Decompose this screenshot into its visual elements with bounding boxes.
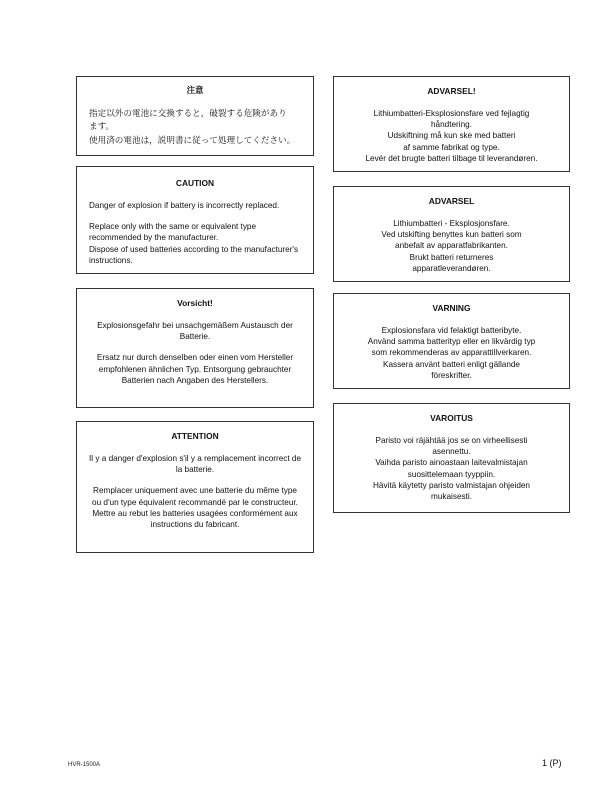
caution-line: föreskrifter. <box>431 370 472 380</box>
caution-paragraph: Explosionsgefahr bei unsachgemäßem Austausch der Batterie. <box>97 320 293 341</box>
caution-line: 使用済の電池は，説明書に従って処理してください。 <box>89 135 296 146</box>
caution-line: Lithiumbatteri-Eksplosionsfare ved fejlagtig <box>373 108 530 118</box>
caution-line: mukaisesti. <box>431 492 472 502</box>
caution-paragraph: Mettre au rebut les batteries usagées conformément aux instructions du fabricant. <box>92 508 298 530</box>
caution-title-english: CAUTION <box>175 178 215 188</box>
caution-box-finnish <box>333 403 570 513</box>
caution-box-japanese <box>76 76 314 156</box>
caution-line: asennettu. <box>432 446 471 456</box>
caution-line: ます。 <box>89 121 115 132</box>
caution-box-swedish <box>333 293 570 389</box>
caution-line: Lithiumbatteri - Eksplosjonsfare. <box>393 218 510 228</box>
caution-line: Använd samma batterityp eller en likvärdig typ <box>367 336 536 346</box>
caution-title-swedish: VARNING <box>432 303 471 313</box>
caution-title-german: Vorsicht! <box>177 298 213 308</box>
caution-box-danish <box>333 76 570 172</box>
caution-line: anbefalt av apparatfabrikanten. <box>395 241 508 251</box>
caution-box-english <box>76 166 314 274</box>
caution-title-japanese: 注意 <box>186 85 204 95</box>
caution-line: Levér det brugte batteri tilbage til leverandøren. <box>365 153 538 163</box>
caution-box-french <box>76 421 314 553</box>
caution-paragraph: Danger of explosion if battery is incorrectly replaced. <box>89 200 280 210</box>
caution-paragraph: Remplacer uniquement avec une batterie du même type ou d'un type équivalent recommandé par le constructeur. <box>92 486 298 507</box>
caution-line: 指定以外の電池に交換すると，破裂する危険があり <box>89 107 287 118</box>
caution-line: Explosionsfara vid felaktigt batteribyte. <box>381 325 522 335</box>
caution-paragraph: Dispose of used batteries according to the manufacturer's instructions. <box>89 244 299 265</box>
caution-line: Brukt batteri returneres <box>409 252 494 262</box>
caution-box-german <box>76 288 314 408</box>
caution-paragraph: Il y a danger d'explosion s'il y a remplacement incorrect de la batterie. <box>89 453 302 474</box>
caution-paragraph: Ersatz nur durch denselben oder einen vom Hersteller empfohlenen ähnlichen Typ. Entsorgung gebrauchter Batterien nach Angaben des Herstellers. <box>96 353 294 385</box>
caution-title-french: ATTENTION <box>171 431 219 441</box>
caution-line: apparatleverandøren. <box>412 263 491 273</box>
caution-line: Hävitä käytetty paristo valmistajan ohjeiden <box>372 480 530 490</box>
caution-box-norwegian <box>333 186 570 282</box>
caution-title-finnish: VAROITUS <box>430 413 473 423</box>
caution-line: Kassera använt batteri enligt gällande <box>382 359 520 369</box>
caution-line: Ved utskifting benyttes kun batteri som <box>381 229 522 239</box>
caution-line: håndtering. <box>431 119 472 129</box>
caution-line: Paristo voi räjähtää jos se on virheellisesti <box>375 435 528 445</box>
page-number: 1 (P) <box>542 758 562 768</box>
caution-line: Udskiftning må kun ske med batteri <box>387 131 516 141</box>
caution-paragraph: Replace only with the same or equivalent type recommended by the manufacturer. <box>89 221 257 243</box>
caution-title-norwegian: ADVARSEL <box>428 196 475 206</box>
model-number: HVR-1500A <box>68 762 101 768</box>
caution-title-danish: ADVARSEL! <box>427 86 476 96</box>
caution-line: som rekommenderas av apparattillverkaren. <box>371 348 532 358</box>
caution-line: Vaihda paristo ainoastaan laitevalmistajan <box>375 458 528 468</box>
caution-line: suosittelemaan tyyppiin. <box>407 469 496 479</box>
caution-line: af samme fabrikat og type. <box>403 142 500 152</box>
